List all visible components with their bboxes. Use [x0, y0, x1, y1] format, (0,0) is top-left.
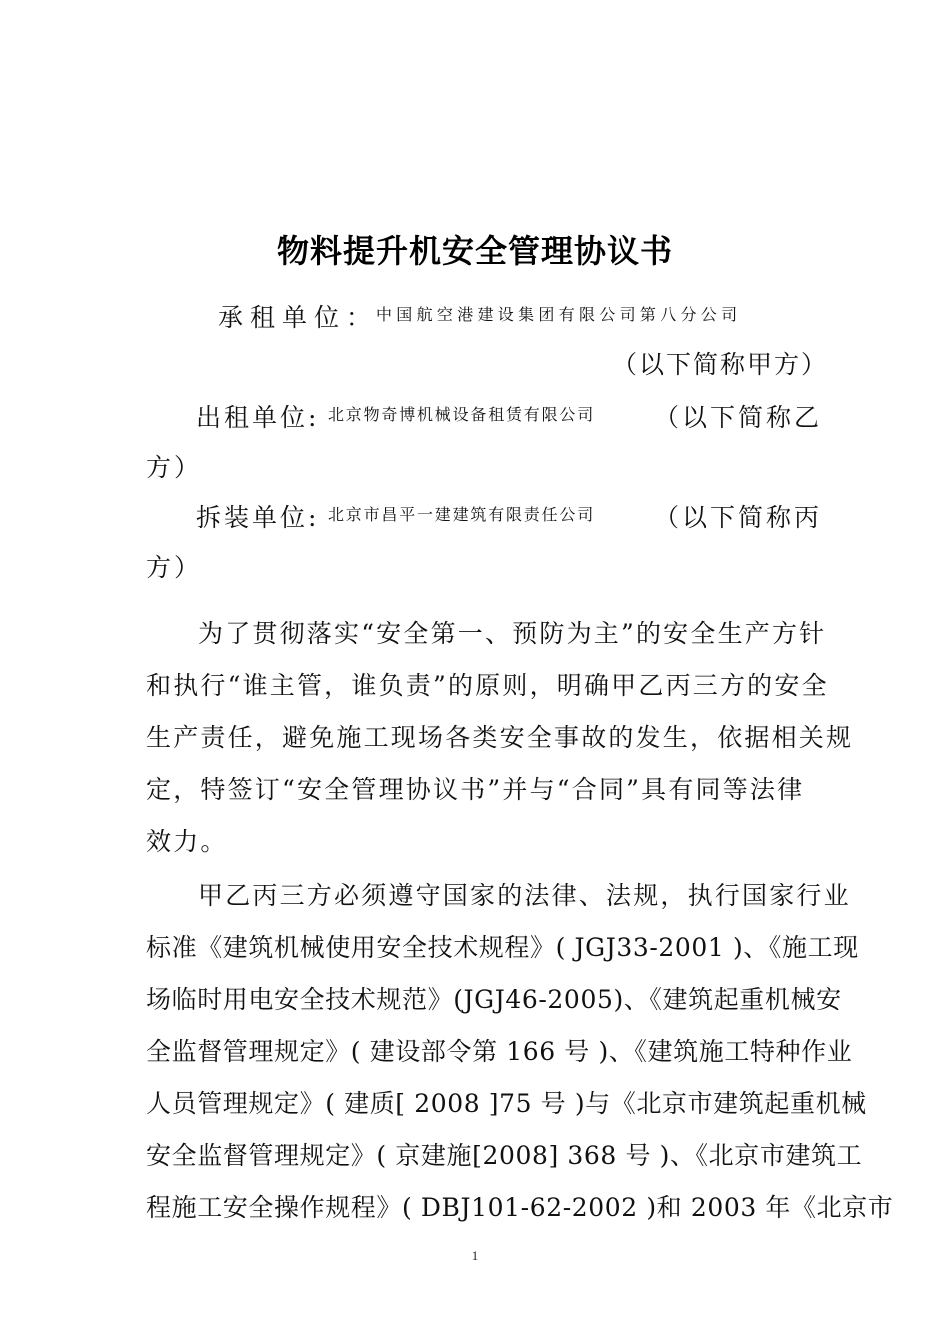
paragraph-line: 生产责任，避免施工现场各类安全事故的发生，依据相关规: [146, 723, 854, 752]
paragraph-line: 和执行“谁主管，谁负责”的原则，明确甲乙丙三方的安全: [146, 671, 829, 700]
document-title: 物料提升机安全管理协议书: [276, 232, 673, 270]
lessor-alias-note: （以下简称乙: [654, 403, 823, 432]
lessee-name: 中国航空港建设集团有限公司第八分公司: [376, 305, 742, 324]
paragraph-line: 定，特签订“安全管理协议书”并与“合同”具有同等法律: [146, 775, 805, 804]
paragraph-line: 人员管理规定》( 建质[ 2008 ]75 号 )与《北京市建筑起重机械: [146, 1089, 867, 1118]
installer-alias-note: （以下简称丙: [654, 503, 823, 532]
paragraph-line: 程施工安全操作规程》( DBJ101-62-2002 )和 2003 年《北京市: [146, 1193, 894, 1222]
paragraph-line: 场临时用电安全技术规范》(JGJ46-2005)、《建筑起重机械安: [146, 985, 842, 1014]
lessee-alias-note: （以下简称甲方）: [612, 350, 829, 379]
lessor-label: 出租单位:: [196, 403, 320, 432]
paragraph-regulations: [146, 870, 894, 1234]
paragraph-line: 甲乙丙三方必须遵守国家的法律、法规，执行国家行业: [198, 881, 851, 910]
installer-name: 北京市昌平一建建筑有限责任公司: [328, 505, 596, 524]
paragraph-line: 标准《建筑机械使用安全技术规程》( JGJ33-2001 )、《施工现: [146, 933, 859, 962]
installer-label: 拆装单位:: [196, 503, 320, 532]
lessor-name: 北京物奇博机械设备租赁有限公司: [328, 405, 596, 424]
lessee-label: 承租单位：: [218, 303, 379, 332]
lessor-alias-note-continued: 方）: [146, 453, 203, 482]
paragraph-line: 为了贯彻落实“安全第一、预防为主”的安全生产方针: [198, 619, 827, 648]
installer-alias-note-continued: 方）: [146, 553, 203, 582]
paragraph-line: 安全监督管理规定》( 京建施[2008] 368 号 )、《北京市建筑工: [146, 1141, 863, 1170]
page-number: 1: [471, 1248, 479, 1263]
paragraph-line: 全监督管理规定》( 建设部令第 166 号 )、《建筑施工特种作业: [146, 1037, 853, 1066]
paragraph-purpose: [146, 608, 854, 868]
paragraph-line: 效力。: [146, 827, 228, 856]
